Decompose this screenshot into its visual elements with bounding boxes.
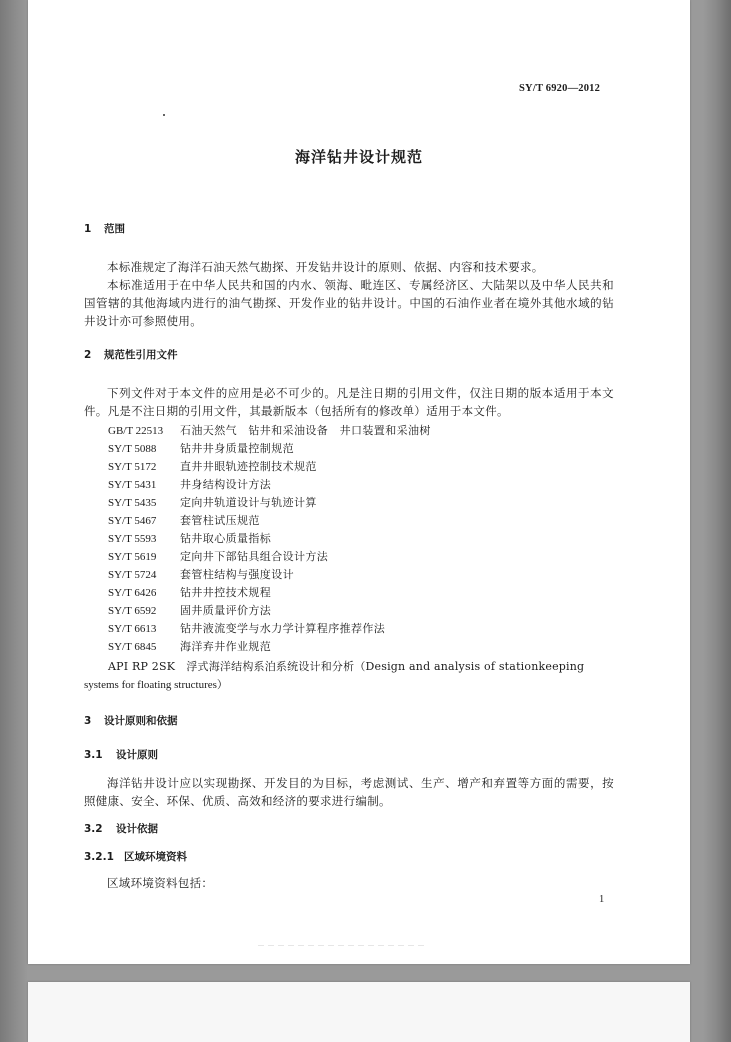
scan-speck (163, 114, 165, 116)
section-title: 范围 (104, 223, 125, 235)
reference-code: SY/T 5593 (108, 533, 157, 545)
document-page (28, 0, 690, 964)
section-1-paragraph-1: 本标准规定了海洋石油天然气勘探、开发钻井设计的原则、依据、内容和技术要求。 (107, 260, 544, 274)
reference-item (108, 424, 431, 438)
reference-title: 钻井井身质量控制规范 (180, 442, 294, 455)
section-3-1-heading (84, 748, 158, 762)
section-1-heading (84, 222, 125, 236)
reference-title: 直井井眼轨迹控制技术规范 (180, 460, 317, 473)
reference-title: 钻井取心质量指标 (180, 532, 272, 545)
reference-title: 定向井轨道设计与轨迹计算 (180, 496, 317, 509)
section-3-2-1-heading (84, 850, 187, 864)
reference-code: SY/T 5435 (108, 497, 157, 509)
reference-code: SY/T 5724 (108, 569, 157, 581)
reference-code: SY/T 5172 (108, 461, 157, 473)
section-title: 设计原则 (116, 749, 158, 761)
reference-code: SY/T 6426 (108, 587, 157, 599)
section-number: 3 (84, 715, 92, 727)
reference-title: 海洋弃井作业规范 (180, 640, 272, 653)
section-title: 设计依据 (116, 823, 158, 835)
reference-title: 套管柱结构与强度设计 (180, 568, 294, 581)
section-title: 区域环境资料 (124, 851, 187, 863)
section-2-intro: 下列文件对于本文件的应用是必不可少的。凡是注日期的引用文件，仅注日期的版本适用于本文件。凡是不注日期的引用文件，其最新版本（包括所有的修改单）适用于本文件。 (84, 386, 614, 418)
reference-title: 钻井液流变学与水力学计算程序推荐作法 (180, 622, 386, 635)
reference-item (108, 496, 317, 510)
reference-item (108, 640, 271, 654)
section-2-heading (84, 348, 178, 362)
reference-item (108, 478, 271, 492)
page-number: 1 (599, 894, 605, 905)
reference-code: SY/T 5467 (108, 515, 157, 527)
section-title: 设计原则和依据 (104, 715, 178, 727)
reference-title: 套管柱试压规范 (180, 514, 260, 527)
reference-code: SY/T 6592 (108, 605, 157, 617)
section-number: 3.1 (84, 749, 103, 761)
section-number: 3.2 (84, 823, 103, 835)
reference-code: SY/T 6613 (108, 623, 157, 635)
scan-artifact-line (258, 945, 428, 946)
reference-item (108, 622, 385, 636)
api-reference-line-2: systems for floating structures） (84, 679, 228, 691)
section-number: 2 (84, 349, 92, 361)
reference-title: 定向井下部钻具组合设计方法 (180, 550, 329, 563)
section-title: 规范性引用文件 (104, 349, 178, 361)
reference-title: 钻井井控技术规程 (180, 586, 272, 599)
reference-title: 井身结构设计方法 (180, 478, 272, 491)
document-code: SY/T 6920—2012 (519, 83, 601, 94)
section-number: 1 (84, 223, 92, 235)
reference-item (108, 460, 317, 474)
reference-item (108, 604, 271, 618)
reference-item (108, 586, 271, 600)
section-3-heading (84, 714, 178, 728)
section-3-2-1-paragraph: 区域环境资料包括： (107, 876, 214, 890)
reference-code: SY/T 6845 (108, 641, 157, 653)
reference-code: SY/T 5431 (108, 479, 157, 491)
reference-item (108, 568, 294, 582)
reference-item (108, 514, 260, 528)
document-title: 海洋钻井设计规范 (294, 148, 423, 166)
reference-code: SY/T 5088 (108, 443, 157, 455)
reference-title: 固井质量评价方法 (180, 604, 272, 617)
reference-item (108, 550, 328, 564)
reference-item (108, 442, 294, 456)
section-number: 3.2.1 (84, 851, 114, 863)
section-1-paragraph-2: 本标准适用于在中华人民共和国的内水、领海、毗连区、专属经济区、大陆架以及中华人民共和国管辖的其他海域内进行的油气勘探、开发作业的钻井设计。中国的石油作业者在境外其他水域的钻井设计亦可参照使用。 (84, 278, 614, 328)
reference-title: 石油天然气 钻井和采油设备 井口装置和采油树 (180, 424, 431, 437)
next-page (28, 982, 690, 1042)
section-3-2-heading (84, 822, 158, 836)
section-3-1-paragraph: 海洋钻井设计应以实现勘探、开发目的为目标，考虑测试、生产、增产和弃置等方面的需要，按照健康、安全、环保、优质、高效和经济的要求进行编制。 (84, 776, 614, 808)
reference-item (108, 532, 271, 546)
reference-code: GB/T 22513 (108, 425, 164, 437)
reference-code: SY/T 5619 (108, 551, 157, 563)
api-reference-line-1: API RP 2SK 浮式海洋结构系泊系统设计和分析（Design and analysis of stationkeeping (108, 660, 585, 673)
